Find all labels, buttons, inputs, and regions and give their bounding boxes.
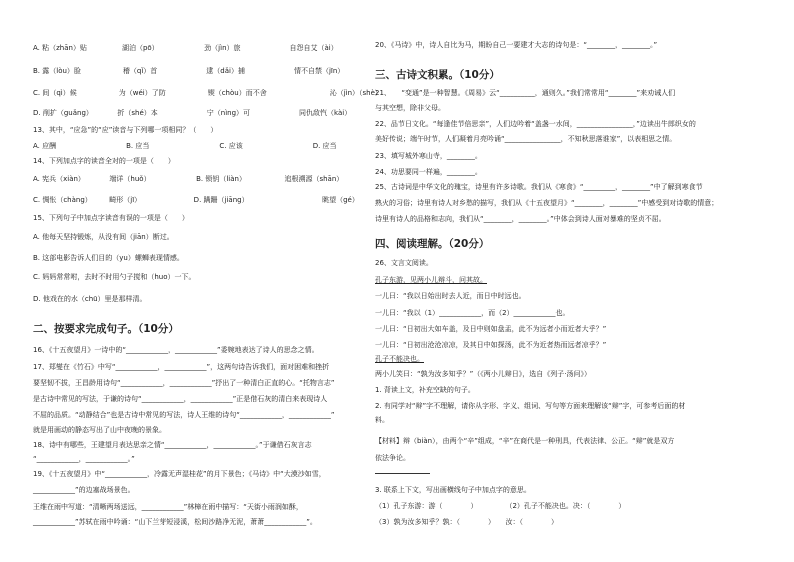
q12-option-c: C. 间（qì）候 为（wéi）了防 锲（chòu）而不舍 沁（jìn）（shè） xyxy=(33,89,382,97)
q17-line5: 就是用画动的静态写出了山中夜晚的景象。 xyxy=(33,426,166,434)
q3-items-2: （3）孰为汝多知乎？孰：（ ） 汝：（ ） xyxy=(375,518,558,526)
passage-line-5: 孔子不能决也。 xyxy=(375,355,424,363)
q12-option-d: D. 削扩（guǎng） 折（shé）本 宁（nìng）可 同仇敌忾（kài） xyxy=(33,109,352,117)
q3-items-1: （1）孔子东游：游（ ） （2）孔子不能决也。决：（ ） xyxy=(375,502,626,510)
q19-line4: ____________”苏轼在雨中吟诵：“山下兰芽短浸溪，松间沙路净无泥，萧萧____________”。 xyxy=(33,518,317,526)
q14-question: 14、下列加点字的读音全对的一项是（ ） xyxy=(33,157,175,165)
q21-line2: 与其空想，除非父母。 xyxy=(375,104,445,112)
q20: 20、《马诗》中，诗人自比为马，期盼自己一要建才大志的诗句是：“________，________。” xyxy=(375,41,658,49)
q17-line2: 要坚韧不拔，王昌龄用诗句“____________，____________”抒出了一种清白正直的心。“托物言志” xyxy=(33,379,335,387)
q12-option-a: A. 粘（zhān）贴 湖泊（pō） 劲（jìn）旅 自怨自艾（ài） xyxy=(33,44,338,52)
q15-question: 15、下列句子中加点字读音有误的一项是（ ） xyxy=(33,214,189,222)
q22-line1: 22、品节日文化。“每逢佳节倍思亲”，人们边吟着“盖盏一水间，________________，”边读出牛郎织女的 xyxy=(375,120,696,128)
q1-instruction: 1. 背读上文，补充空缺的句子。 xyxy=(375,386,475,394)
q2-line2: 料。 xyxy=(375,416,389,424)
q15-option-b: B. 这部电影告诉人们目的（yu）螺蛳表现情感。 xyxy=(33,254,184,262)
q25-line1: 25、古诗词是中华文化的瑰宝，诗里有许多诗歌。我们从《寒食》“_________，________”中了解到寒食节 xyxy=(375,183,703,191)
answer-blank-line[interactable] xyxy=(375,473,430,474)
q26-label: 26、文言文阅读。 xyxy=(375,259,433,267)
q17-line4: 不屈的品质。“动静结合”也是古诗中常见的写法，诗人王维的诗句“____________，____________” xyxy=(33,411,335,419)
passage-line-3: 一儿曰：“日初出大如车盖，及日中则如盘盂，此不为远者小而近者大乎？” xyxy=(375,325,607,333)
q24: 24、功思要同一样遍，________。 xyxy=(375,168,482,176)
section-3-title: 三、古诗文积累。（10分） xyxy=(375,69,500,81)
passage-line-4: 一儿曰：“日初出沧沧凉凉，及其日中如探汤，此不为近者热而远者凉乎？” xyxy=(375,341,607,349)
q14-options-ab: A. 宪兵（xiàn） 端详（huǒ） B. 锁钥（liàn） 追根溯源（shān） xyxy=(33,175,344,183)
q15-option-c: C. 妈妈常常咐，去时不时用勺子搅和（huo）一下。 xyxy=(33,273,196,281)
q3-instruction: 3. 联系上下文，写出画横线句子中加点字的意思。 xyxy=(375,486,531,494)
q25-line2: 熟火的习俗；诗里有诗人对乡愁的描写，我们从《十五夜望月》“________，________”中感受到对诗歌的情意； xyxy=(375,199,719,207)
q17-line1: 17、郑燮在《竹石》中写“____________，____________”，这两句诗告诉我们，面对困难和挫折 xyxy=(33,363,330,371)
q25-line3: 诗里有诗人的品格和志向，我们从“________，________。”中体会到诗人面对暴难的坚贞不屈。 xyxy=(375,215,666,223)
q12-option-b: B. 露（lòu）脸 稽（qǐ）首 逮（dǎi）捕 情不自禁（jīn） xyxy=(33,67,345,75)
material-line1: 【材料】辩（biàn），由两个“辛”组成，“辛”在商代是一种刑具，代表法律、公正。“辩”就是双方 xyxy=(375,437,675,445)
q15-option-a: A. 他每天坚持锻炼，从没有间（jiān）断过。 xyxy=(33,233,174,241)
q21-line1: 21、 “变通”是一种智慧。《周易》云“__________，通则久。”我们常常用“________”来劝诫人们 xyxy=(375,89,676,97)
material-line2: 依法争论。 xyxy=(375,454,410,462)
passage-line-6: 两小儿笑曰：“孰为汝多知乎？”（《两小儿辩日》，选自《列子·汤问》） xyxy=(375,370,591,378)
q19-line3: 王维在雨中写道：“清晰两场送远，____________”林樟在雨中描写：“天街小雨润如酥， xyxy=(33,503,303,511)
q22-line2: 美好传说；端午时节，人们凝着月亮吟诵“________________，不知秋思落谁家”，以表相思之情。 xyxy=(375,135,677,143)
q17-line3: 是古诗中常见的写法，于谦的诗句“____________，____________”正是借石灰的清白来表现诗人 xyxy=(33,395,328,403)
passage-first-line: 孔子东游，见两小儿辩斗，问其故。 xyxy=(375,276,487,284)
q13-options: A. 应酬 B. 应当 C. 应该 D. 应当 xyxy=(33,142,337,150)
q2-line1: 2. 有同学对“辩”字不理解，请你从字形、字义、组词、写句等方面来理解该“辩”字，可参考后面的材 xyxy=(375,402,686,410)
section-4-title: 四、阅读理解。（20分） xyxy=(375,238,490,250)
left-column xyxy=(0,0,385,562)
passage-line-2: 一儿曰：“我以（1）____________，而（2）____________也。 xyxy=(375,309,570,317)
q15-option-d: D. 他戏在的水（chū）里是那样清。 xyxy=(33,295,147,303)
q18-line2: “____________，____________。” xyxy=(33,455,135,463)
section-2-title: 二、按要求完成句子。（10分） xyxy=(33,323,179,335)
q19-line1: 19、《十五夜望月》中“____________，冷露无声湿桂花”的月下景色；《马诗》中“大漠沙如雪， xyxy=(33,470,326,478)
passage-line-1: 一儿曰：“我以日始出时去人近，而日中时远也。 xyxy=(375,292,526,300)
q18-line1: 18、诗中有哪些，王建望月表达思亲之情“____________，____________。”于谦借石灰言志 xyxy=(33,441,312,449)
q13-question: 13、其中，“应急”的“应”读音与下列哪一项相同？（ ） xyxy=(33,126,218,134)
q16: 16、《十五夜望月》一诗中的“____________，____________”委婉地表达了诗人的思念之情。 xyxy=(33,346,319,354)
right-column xyxy=(375,0,794,562)
q14-options-cd: C. 惆怅（chàng） 畸形（jī） D. 蹒跚（jiāng） 眺望（gé） xyxy=(33,196,359,204)
q23: 23、填写城外寒山寺，________。 xyxy=(375,152,482,160)
q19-line2: ____________”的边塞战场景色。 xyxy=(33,486,135,494)
